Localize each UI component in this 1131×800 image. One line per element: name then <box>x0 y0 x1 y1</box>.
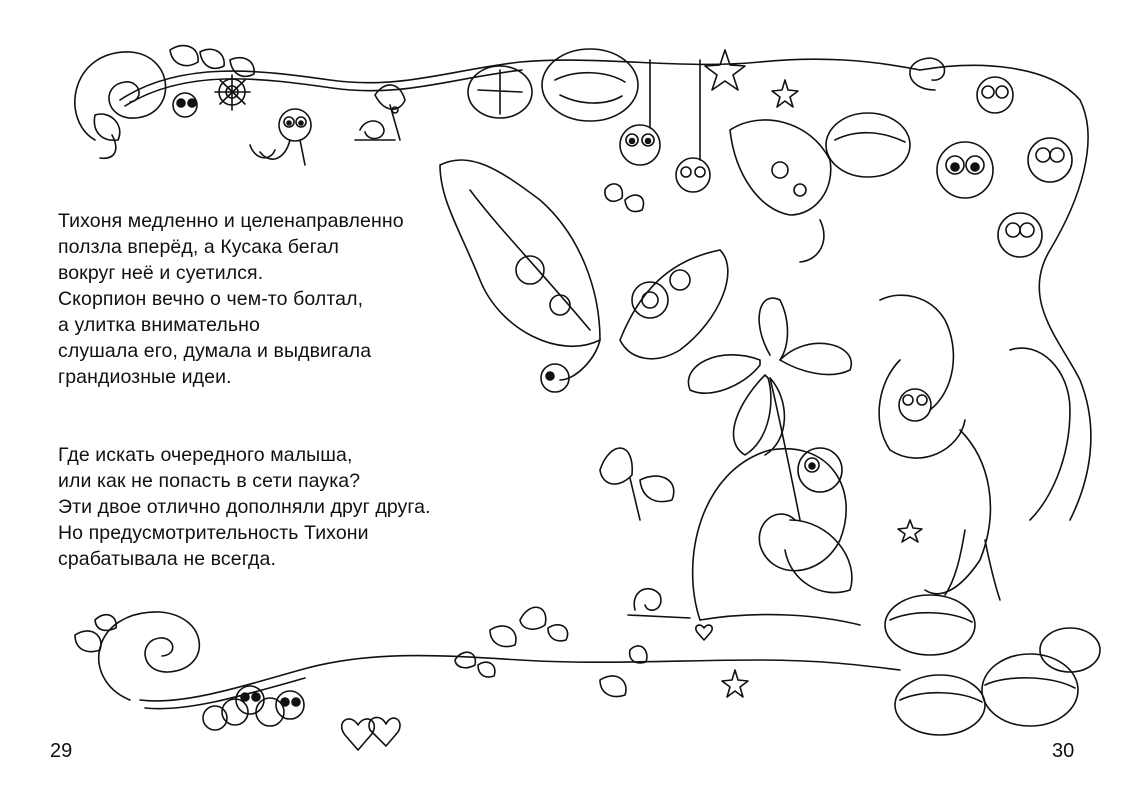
bug-icon <box>620 60 710 192</box>
star-icon <box>705 50 798 107</box>
flower-icon <box>688 298 851 520</box>
page-number-right: 30 <box>1052 740 1075 762</box>
spider-web-icon <box>215 75 250 110</box>
story-line: срабатывала не всегда. <box>58 548 276 570</box>
butterfly-icon <box>600 448 674 520</box>
story-paragraph-2 <box>58 442 431 572</box>
spiral-icon <box>75 52 166 140</box>
story-line: а улитка внимательно <box>58 314 260 336</box>
snail-icon <box>355 121 395 140</box>
snail-icon <box>693 448 860 625</box>
lily-pad-icon <box>885 595 1100 735</box>
story-line: или как не попасть в сети паука? <box>58 470 361 492</box>
leaf-icon <box>94 46 254 159</box>
bug-icon <box>173 93 311 165</box>
story-line: Тихоня медленно и целенаправленно <box>58 210 404 232</box>
bug-icon <box>937 77 1072 257</box>
page-number-left: 29 <box>50 740 73 762</box>
story-line: вокруг неё и суетился. <box>58 262 264 284</box>
dragonfly-icon <box>375 85 405 140</box>
scorpion-icon <box>879 295 1070 600</box>
story-line: Но предусмотрительность Тихони <box>58 522 369 544</box>
story-line: слушала его, думала и выдвигала <box>58 340 372 362</box>
right-vine-spiral <box>910 58 945 90</box>
butterfly-icon <box>730 120 831 262</box>
butterfly-icon <box>440 160 728 392</box>
butterfly-icon <box>455 607 568 677</box>
story-line: Скорпион вечно о чем-то болтал, <box>58 288 364 310</box>
story-line: Эти двое отлично дополняли друг друга. <box>58 496 431 518</box>
story-paragraph-1 <box>58 208 404 390</box>
story-line: грандиозные идеи. <box>58 366 232 388</box>
butterfly-icon <box>605 184 644 212</box>
story-line: Где искать очередного малыша, <box>58 444 353 466</box>
snail-icon <box>628 589 690 618</box>
spiral-icon <box>99 612 200 700</box>
heart-icon <box>342 625 713 750</box>
story-line: ползла вперёд, а Кусака бегал <box>58 236 339 258</box>
leaf-icon <box>75 615 647 697</box>
